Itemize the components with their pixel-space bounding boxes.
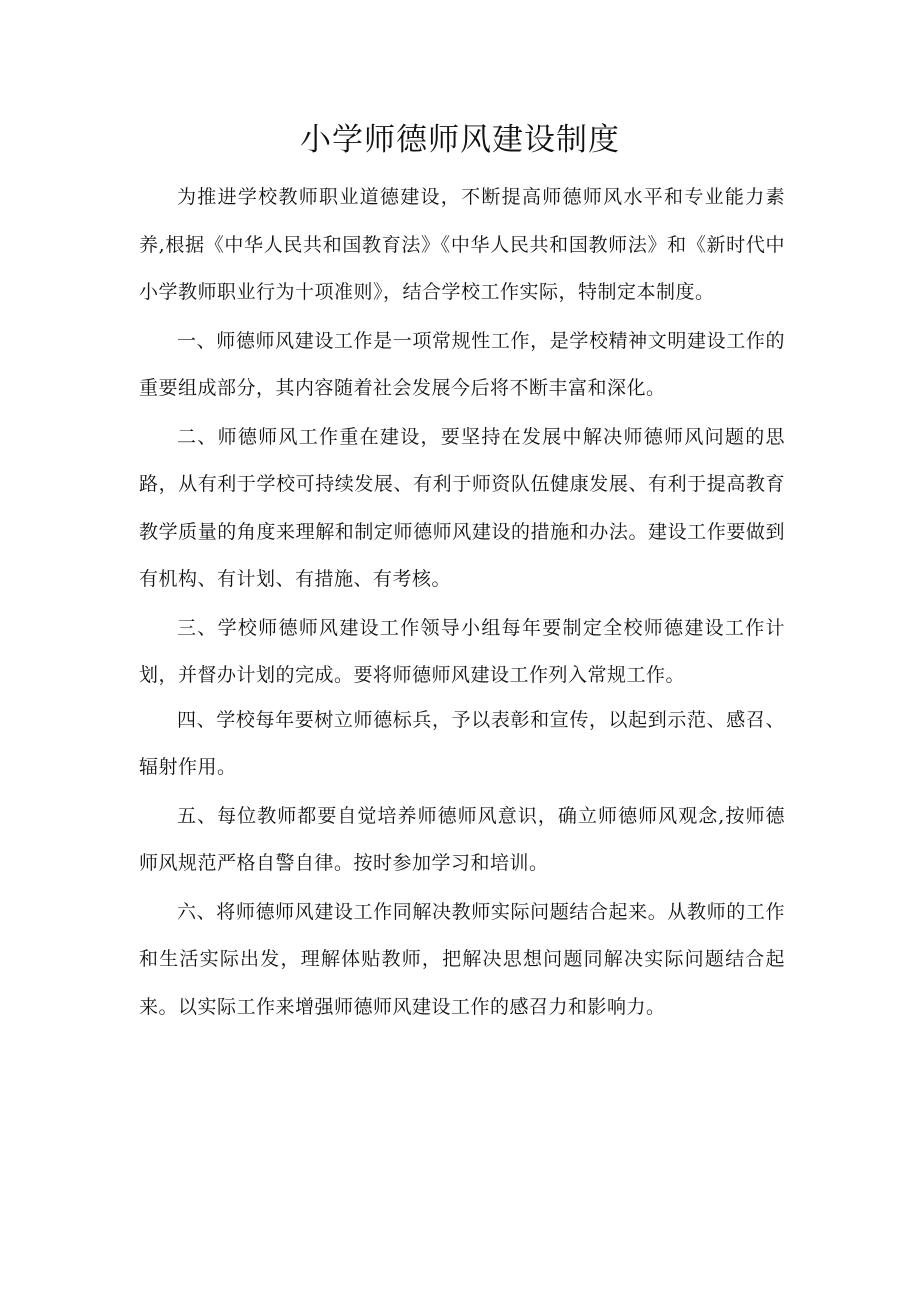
- article-6-paragraph: 六、将师德师风建设工作同解决教师实际问题结合起来。从教师的工作和生活实际出发，理解体贴教师，把解决思想问题同解决实际问题结合起来。以实际工作来增强师德师风建设工作的感召力和影响力。: [139, 900, 785, 1018]
- preamble-paragraph: 为推进学校教师职业道德建设，不断提高师德师风水平和专业能力素养,根据《中华人民共和国教育法》《中华人民共和国教师法》和《新时代中小学教师职业行为十项准则》，结合学校工作实际，特制定本制度。: [139, 186, 785, 303]
- article-1-paragraph: 一、师德师风建设工作是一项常规性工作，是学校精神文明建设工作的重要组成部分，其内容随着社会发展今后将不断丰富和深化。: [139, 329, 785, 399]
- article-4-paragraph: 四、学校每年要树立师德标兵，予以表彰和宣传，以起到示范、感召、辐射作用。: [139, 708, 785, 778]
- document-title: 小学师德师风建设制度: [300, 122, 620, 158]
- article-5-paragraph: 五、每位教师都要自觉培养师德师风意识，确立师德师风观念,按师德师风规范严格自警自律。按时参加学习和培训。: [139, 804, 785, 874]
- article-2-paragraph: 二、师德师风工作重在建设，要坚持在发展中解决师德师风问题的思路，从有利于学校可持续发展、有利于师资队伍健康发展、有利于提高教育教学质量的角度来理解和制定师德师风建设的措施和办法。建设工作要做到有机构、有计划、有措施、有考核。: [139, 425, 785, 590]
- article-3-paragraph: 三、学校师德师风建设工作领导小组每年要制定全校师德建设工作计划，并督办计划的完成。要将师德师风建设工作列入常规工作。: [139, 616, 785, 686]
- document-body: [139, 174, 785, 1031]
